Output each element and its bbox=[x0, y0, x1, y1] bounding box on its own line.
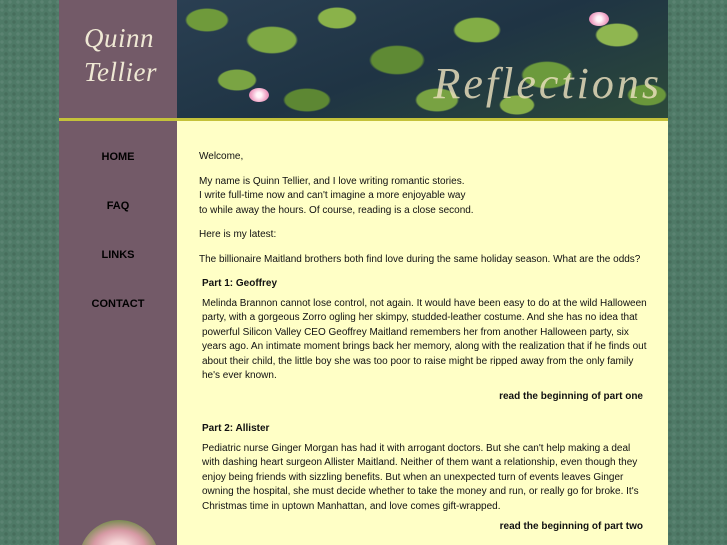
latest-label: Here is my latest: bbox=[199, 229, 277, 240]
page-container bbox=[59, 0, 668, 545]
site-name-last: Tellier bbox=[84, 57, 158, 87]
site-name-block bbox=[59, 0, 177, 118]
intro-line: My name is Quinn Tellier, and I love writing romantic stories. bbox=[199, 175, 465, 187]
book-tagline: The billionaire Maitland brothers both find love during the same holiday season. What are the odds? bbox=[199, 253, 641, 265]
intro-line: to while away the hours. Of course, reading is a close second. bbox=[199, 204, 474, 216]
site-name-first: Quinn bbox=[84, 23, 154, 53]
part-one-title: Part 1: Geoffrey bbox=[202, 278, 278, 289]
nav-home-link[interactable]: HOME bbox=[101, 151, 135, 163]
part-one-synopsis: Melinda Brannon cannot lose control, not again. It would have been easy to do at the wild Halloween party, with a gorgeous Zorro ogling her skimpy, studded-leather costume. And she has no idea that powerful Silicon Valley CEO Geoffrey Maitland remembers her from another Halloween party, six years ago. An intimate moment brings back her memory, along with the realization that if he finds out about their child, the little boy she was too poor to raise might be ripped away from the only family he's ever known. bbox=[202, 297, 647, 381]
lily-flower-icon bbox=[589, 12, 609, 26]
water-lily-image bbox=[79, 520, 159, 545]
nav-faq-link[interactable]: FAQ bbox=[106, 200, 130, 212]
part-two-title: Part 2: Allister bbox=[202, 423, 270, 434]
read-part-one-link[interactable]: read the beginning of part one bbox=[499, 390, 643, 402]
nav-contact-link[interactable]: CONTACT bbox=[91, 298, 145, 310]
header-banner-image bbox=[177, 0, 668, 118]
nav-links-link[interactable]: LINKS bbox=[101, 249, 135, 261]
part-two-synopsis: Pediatric nurse Ginger Morgan has had it with arrogant doctors. But she can't help making a deal with dashing heart surgeon Allister Maitland. Neither of them want a relationship, even though they enjoy being friends with sizzling benefits. But when an unexpected turn of events leaves Ginger owning the hospital, she must decide whether to take the money and run, or really go for broke. It's Christmas time in uptown Manhattan, and love comes gift-wrapped. bbox=[202, 442, 639, 512]
welcome-text: Welcome, bbox=[199, 151, 244, 162]
banner-title: Reflections bbox=[433, 59, 662, 108]
intro-line: I write full-time now and can't imagine a more enjoyable way bbox=[199, 190, 466, 201]
sidebar bbox=[59, 0, 177, 545]
header-divider bbox=[59, 118, 668, 121]
main-content bbox=[199, 150, 649, 535]
read-part-two-link[interactable]: read the beginning of part two bbox=[499, 521, 643, 532]
lily-flower-icon bbox=[249, 88, 269, 102]
